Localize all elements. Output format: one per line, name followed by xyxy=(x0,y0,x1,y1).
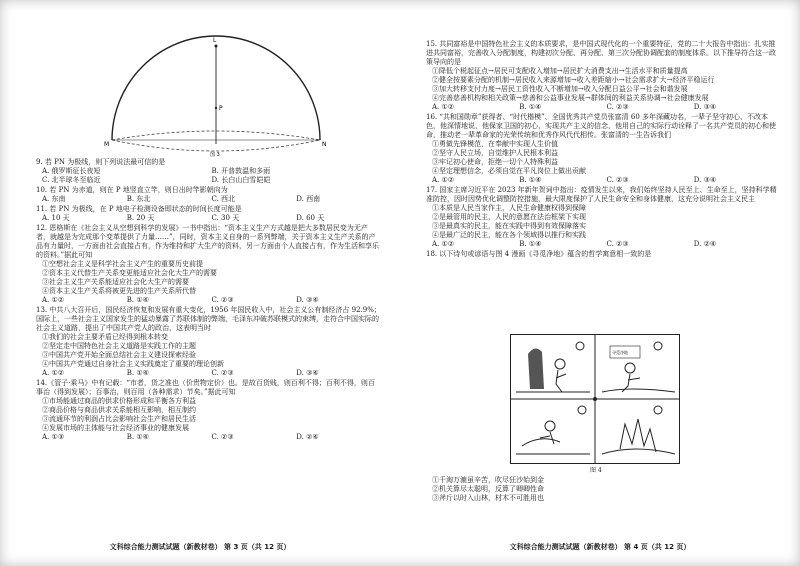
right-question-column xyxy=(426,40,781,260)
statement-option: ①千淘万漉虽辛苦，吹尽狂沙始到金 xyxy=(432,476,544,484)
statement-option: ②资本主义代替生产关系变更能适应社会化大生产的需要 xyxy=(42,269,217,277)
statement-option: ④发展市场的主体能与社会经济事业的健康发展 xyxy=(42,424,189,432)
statement-option: ①本质是人民当家作主，人民生命健康权得到保障 xyxy=(432,204,586,212)
question-left-1 xyxy=(36,186,381,204)
answer-choice: A. 俄罗斯征长夜短 xyxy=(42,167,101,175)
question-stem: 9. 若 PN 为极线，则下列说法最可信的是 xyxy=(36,158,166,166)
statement-option: ①我们的社会主要矛盾已经得到根本转变 xyxy=(42,333,168,341)
answer-choice: D. 长白山白雪皑皑 xyxy=(211,176,271,184)
answer-choice: D. ②④ xyxy=(693,240,717,248)
answer-choice: C. 西北 xyxy=(211,195,236,203)
statement-option: ②坚守人民立场，自觉维护人民根本利益 xyxy=(432,149,558,157)
page-4-footer: 文科综合能力测试试题（新教材卷） 第 4 页（共 12 页） xyxy=(509,543,691,551)
answer-choice: B. ①④ xyxy=(126,369,149,377)
statement-option: ④完善慈善机构和相关政策→慈善和公益事业发展→群体间的利益关系协调→社会健康发展 xyxy=(432,94,709,102)
left-question-column xyxy=(36,158,381,443)
answer-choice-row xyxy=(36,195,381,204)
answer-choice: D. ③④ xyxy=(296,296,319,304)
answer-choice: D. 60 天 xyxy=(296,214,325,222)
statement-option: ④坚定理想信念，必须自觉在平凡岗位上做出贡献 xyxy=(432,167,586,175)
statement-option: ③流通环节的利润占比会影响社会生产和居民生活 xyxy=(42,415,196,423)
statement-option: ③中国共产党开始全面总结社会主义建设探索经验 xyxy=(42,351,196,359)
question-stem: 15. 共同富裕是中国特色社会主义的本质要求，是中国式现代化的一个重要特征，党的二十大报告中指出：扎实推进共同富裕，完善收入分配制度，构建初次分配、再分配、第三次分配协调配套的制度体系。以下推导符合这一政策导向的是 xyxy=(426,40,776,66)
question-stem: 10. 若 PN 为赤道，则在 P 地竖直立竿，则日出时竿影朝向为 xyxy=(36,186,228,194)
statement-option: ①空想社会主义是科学社会主义产生的重要历史前提 xyxy=(42,260,203,268)
answer-choice: C. 30 天 xyxy=(211,214,240,222)
answer-choice: A. 10 天 xyxy=(42,214,70,222)
answer-choice: C. ②③ xyxy=(211,296,234,304)
answer-choice: D. ③④ xyxy=(693,103,717,111)
right-page xyxy=(400,0,800,566)
answer-choice-row xyxy=(36,433,381,442)
question-stem: 17. 国家主席习近平在 2023 年新年贺词中指出：疫情发生以来，我们始终坚持人民至上、生命至上，坚持科学精准防控，因时因势优化调整防控措施，最大限度保护了人民生命安全和身体健康，这充分说明社会主义民主 xyxy=(426,186,777,203)
statement-option: ④中国共产党通过自身社会主义实践奠定了重要的理论创新 xyxy=(42,360,224,368)
question-left-3 xyxy=(36,224,381,305)
question-right-1 xyxy=(426,113,781,185)
label-n: N xyxy=(322,141,327,148)
answer-choice-row xyxy=(426,176,781,185)
page-3-footer: 文科综合能力测试试题（新教材卷） 第 3 页（共 12 页） xyxy=(109,543,291,551)
question-left-2 xyxy=(36,205,381,223)
answer-choice-row xyxy=(426,240,781,249)
answer-choice: A. ①② xyxy=(42,369,65,377)
answer-choice: D. ③④ xyxy=(296,369,319,377)
answer-choice: A. ①② xyxy=(432,176,455,184)
statement-option: ①勇做先锋模范，在奉献中实现人生价值 xyxy=(432,140,558,148)
answer-choice: D. ②④ xyxy=(296,433,319,441)
answer-choice: C. ②③ xyxy=(606,103,629,111)
answer-choice-row xyxy=(426,103,781,112)
answer-choice: C. ②③ xyxy=(211,433,234,441)
answer-choice: B. 开普敦温和多雨 xyxy=(211,167,271,175)
answer-choice-row xyxy=(36,369,381,378)
statement-option: ②坚定走中国特色社会主义道路是实践工作的主题 xyxy=(42,342,196,350)
answer-choice: C. ②③ xyxy=(606,240,629,248)
question-stem: 16. “共和国勋章”获得者、“时代楷模”、全国优秀共产党员张富清 60 多年深藏功名，一辈子坚守初心、不改本色，他深情地说，他保家卫国的初心，实现共产主义的信念，他用自己的实际行动诠释了一名共产党员的初心和使命，推动老一辈革命家的光荣传统和优秀作风代代相传。张富清的一生告诉我们 xyxy=(426,113,776,139)
question-stem: 13. 中共八大召开后，国民经济恢复和发展有重大变化，1956 年国民收入中，社会主义公有制经济占 92.9%；国际上，一些社会主义国家发生的猛动暴露了苏联体制的弊端，毛泽东冲破苏联模式的束缚，走符合中国实际的社会主义道路，提出了中国共产党人的政治，这表明当时 xyxy=(36,306,381,332)
figure-4-caption: 图 4 xyxy=(590,467,602,474)
statement-option: ②健全按要素分配的机制→居民收入来源增加→收入差距缩小→社会需求扩大→经济平稳运行 xyxy=(432,76,715,84)
question-right-2 xyxy=(426,186,781,249)
comic-sign-text: 寻觅净地 xyxy=(612,350,628,355)
answer-choice-row xyxy=(36,214,381,223)
statement-option: ①降低个税起征点→居民可支配收入增加→居民扩大消费支出→生活水平和质量提高 xyxy=(432,67,688,75)
answer-choice: B. ①④ xyxy=(519,240,542,248)
answer-choice: A. ①② xyxy=(432,103,455,111)
statement-option: ②机关算尽太聪明，反算了卿卿性命 xyxy=(432,485,544,493)
statement-option: ③加大转移支付力度→居民工资性收入不断增加→收入分配日益公平→社会和谐发展 xyxy=(432,85,688,93)
answer-choice: B. ①④ xyxy=(519,176,542,184)
answer-choice: A. 东南 xyxy=(42,195,66,203)
statement-option: ③是最真实的民主，能在实践中得到有效保障落实 xyxy=(432,222,586,230)
question-right-0 xyxy=(426,40,781,112)
answer-choice: B. ①④ xyxy=(126,296,149,304)
answer-choice: B. 东北 xyxy=(126,195,151,203)
answer-choice: C. ②③ xyxy=(606,176,629,184)
figure-3-caption: 图 3 xyxy=(210,152,220,158)
answer-choice: B. ①④ xyxy=(126,433,149,441)
label-p: P xyxy=(219,105,223,112)
question-stem: 11. 若 PN 为极线，在 P 地电子检测设备即状态的时间长度可能是 xyxy=(36,205,242,213)
answer-choice: C. 北半球冬至临近 xyxy=(42,176,101,184)
statement-option: ④是最广泛的民主，能在各个领域得以推行和实践 xyxy=(432,231,586,239)
question-left-0 xyxy=(36,158,381,185)
question-left-4 xyxy=(36,306,381,378)
statement-option: ②商品价格与商品供求关系能相互影响，相互制约 xyxy=(42,406,196,414)
question-stem: 12. 恩格斯在《社会主义从空想到科学的发展》一书中指出：“资本主义生产方式越是把大多数居民变为无产者，就越是为完成那个变革提供了力量……”，同时，资本主义自身的一系列弊端，关于资本主义生产关系的产品有力量时，一方面由社会直接占有，作为维持和扩大生产的资料，另一方面由个人直接占有，作为生活和享乐的资料。”据此可知 xyxy=(36,224,379,259)
answer-choice: A. ①② xyxy=(42,296,65,304)
answer-choice: A. ①③ xyxy=(42,433,65,441)
answer-choice: B. 20 天 xyxy=(126,214,155,222)
statement-option: ②是最管用的民主，人民的意愿在法治框架下实现 xyxy=(432,213,586,221)
statement-option: ③斧斤以时入山林，材木不可胜用也 xyxy=(432,494,544,502)
question-right-3 xyxy=(426,250,781,259)
label-m: M xyxy=(104,141,110,148)
answer-choice: A. ①② xyxy=(432,240,455,248)
answer-choice: D. 西南 xyxy=(296,195,321,203)
answer-choice-row xyxy=(36,296,381,305)
right-question-18-options xyxy=(426,476,781,503)
answer-choice-row xyxy=(36,167,381,176)
statement-option: ①市场能通过商品的供求价格形成和平衡各方利益 xyxy=(42,397,196,405)
question-left-5 xyxy=(36,379,381,442)
label-l: L xyxy=(213,37,217,44)
question-stem: 14.《管子·乘马》中有记载：“市者，货之准也（价贵物定价）也。是故百货贱，则百利不得；百利不得，则百事治（得到发展）；百事治，则百用（各种需求）节矣。”据此可知 xyxy=(36,379,375,396)
statement-option: ④资本主义生产关系将被更先进的生产关系所代替 xyxy=(42,287,196,295)
statement-option: ③社会主义生产关系能适应社会化大生产的需要 xyxy=(42,278,189,286)
question-stem: 18. 以下诗句或谚语与图 4 漫画《寻觅净地》蕴含的哲学寓意相一致的是 xyxy=(426,250,652,258)
answer-choice-row xyxy=(36,176,381,185)
statement-option: ③牢记初心使命，拒绝一切个人特殊利益 xyxy=(432,158,558,166)
answer-choice: D. ③④ xyxy=(693,176,717,184)
comic-figure-4 xyxy=(510,334,680,464)
answer-choice: C. ②③ xyxy=(211,369,234,377)
answer-choice: B. ①④ xyxy=(519,103,542,111)
